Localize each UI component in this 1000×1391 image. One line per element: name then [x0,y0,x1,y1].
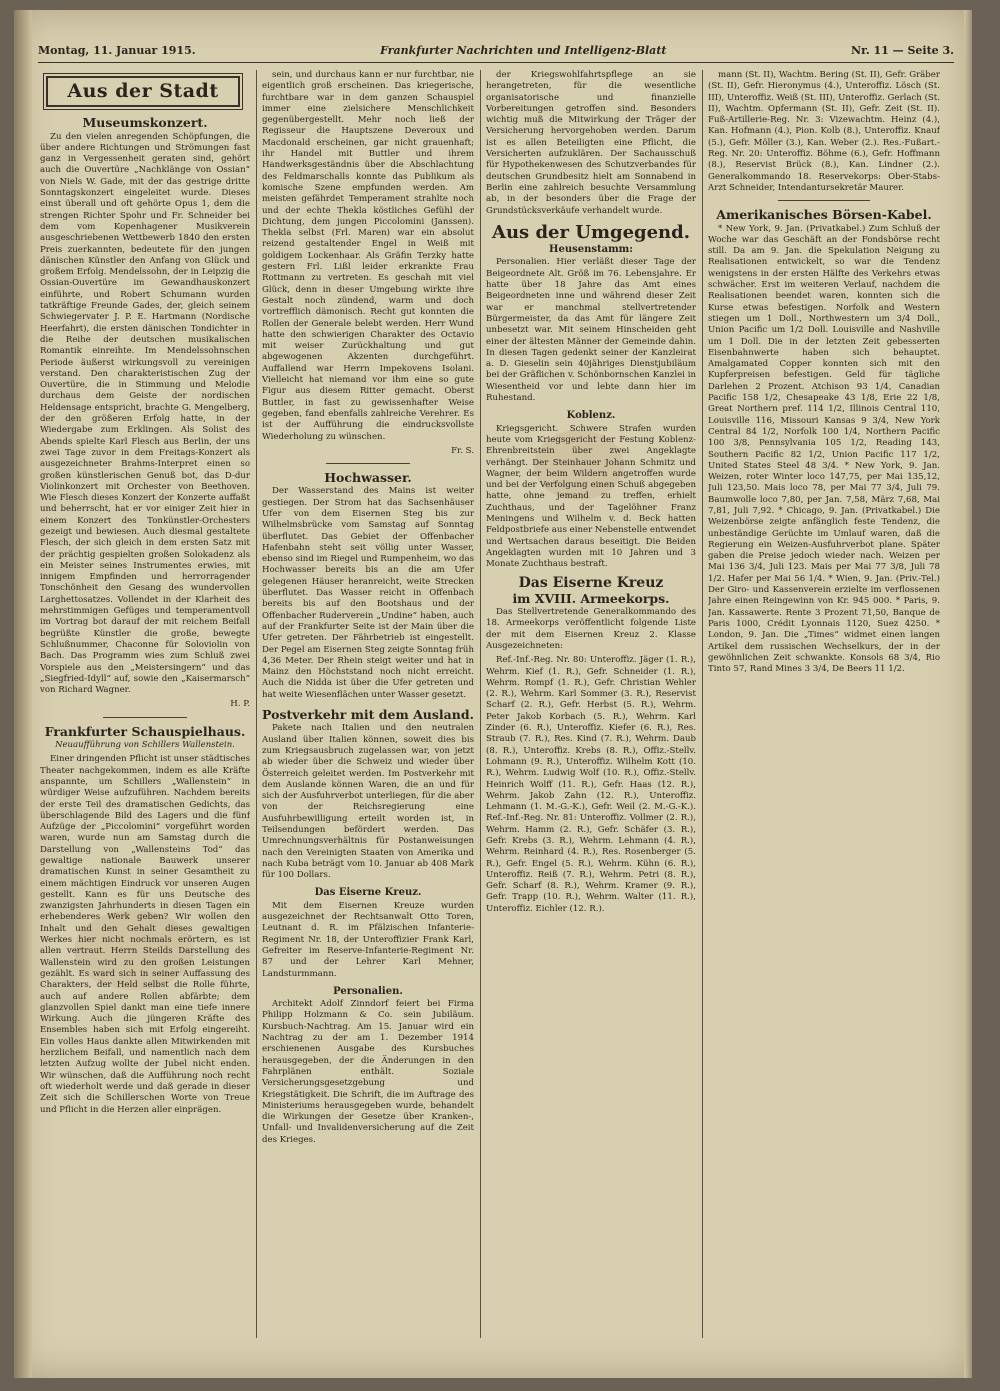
article-title-heusenstamm: Heusenstamm: [549,244,633,256]
masthead: Frankfurter Nachrichten und Intelligenz-Blatt [380,44,667,57]
decoration-list: Ref.-Inf.-Reg. Nr. 80: Unteroffiz. Jäger (1. R.), Wehrm. Kief (1. R.), Gefr. Schneider (1. R.), Wehrm. Rompf (1. R.), Gefr. Christian Wehler (2. R.), Wehrm. Karl Sommer (3. R.), Reservist Scharf (2. R.), Gefr. Herbst (5. R.), Wehrm. Peter Jakob Korbach (5. R.), Wehrm. Karl Zinder (6. R.), Unteroffiz. Kiefer (6. R.), Res. Straub (7. R.), Res. Kind (7. R.), Wehrm. Daub (8. R.), Unteroffiz. Krebs (8. R.), Offiz.-Stellv. Lohmann (9. R.), Unteroffiz. Wilhelm Kott (10. R.), Wehrm. Ludwig Wolf (10. R.), Offiz.-Stellv. Heinrich Wolff (11. R.), Gefr. Haas (12. R.), Wehrm. Jakob Zahn (12. R.), Unteroffiz. Lehmann (1. M.-G.-K.), Gefr. Weil (2. M.-G.-K.). Ref.-Inf.-Reg. Nr. 81: Unteroffiz. Vollmer (2. R.), Wehrm. Hamm (2. R.), Gefr. Schäfer (3. R.), Gefr. Krebs (3. R.), Wehrm. Lehmann (4. R.), Wehrm. Reinhard (4. R.), Res. Rosenberger (5. R.), Gefr. Engel (5. R.), Wehrm. Kühn (6. R.), Unteroffiz. Reiß (7. R.), Wehrm. Petri (8. R.), Gefr. Scharf (8. R.), Wehrm. Kramer (9. R.), Gefr. Trapp (10. R.), Wehrm. Walter (11. R.), Unteroffiz. Eichler (12. R.). [486,655,696,914]
decoration-list-cont: mann (St. II), Wachtm. Bering (St. II), Gefr. Gräber (St. II), Gefr. Hieronymus (4.), Unteroffiz. Lösch (St. III), Unteroffiz. Weiß (St. III), Unteroffiz. Gerlach (St. II), Wachtm. Opfermann (St. II), Gefr. Zeit (St. II). Fuß-Artillerie-Reg. Nr. 3: Vizewachtm. Heinz (4.), Kan. Hofmann (4.), Pion. Kolb (8.), Unteroffiz. Knauf (5.), Gefr. Möller (3.), Kan. Weber (2.). Res.-Fußart.-Reg. Nr. 20: Unteroffiz. Böhme (6.), Gefr. Hoffmann (8.), Reservist Brück (8.), Kan. Lindner (2.). Generalkommando 18. Reservekorps: Ober-Stabs-Arzt Schneider, Intendantursekretär Maurer. [708,70,940,193]
article-signature: Fr. S. [451,445,474,456]
divider [103,717,187,718]
section-title-stadt: Aus der Stadt [46,76,240,107]
article-body-theater: Einer dringenden Pflicht ist unser städtisches Theater nachgekommen, indem es alle Kräfte anspannte, um Schillers „Wallenstein“ in würdiger Weise aufzuführen. Nachdem bereits der erste Teil des dramatischen Gedichts, das überschlagende Bild des Lagers und die fünf Aufzüge der „Piccolomini“ vorgeführt worden waren, wurde nun am Samstag durch die Darstellung von „Wallensteins Tod“ das gewaltige nationale Bauwerk unserer dramatischen Kunst in seiner Gesamtheit zu einem mächtigen Eindruck vor unseren Augen gestellt. Kann es für uns Deutsche des zwanzigsten Jahrhunderts in diesen Tagen ein erhebenderes Werk geben? Wir wollen den Inhalt und den Gehalt dieses gewaltigen Werkes hier nicht nochmals erörtern, es ist allen vertraut. Herrn Steilds Darstellung des Wallenstein wird zu den großen Leistungen gezählt. Es ward sich in seiner Auffassung des Charakters, der Held selbst die Rolle führte, auch auf andere Rollen abfärbte; dem glanzvollen Spiel dankt man eine tiefe innere Wirkung. Auch die jüngeren Kräfte des Ensembles haben sich mit Erfolg eingereiht. Ein volles Haus dankte allen Mitwirkenden mit herzlichem Beifall, und namentlich nach dem letzten Aufzug wollte der Jubel nicht enden. Wir wünschen, daß die Aufführung noch recht oft wiederholt werde und daß gerade in dieser Zeit sich die Schillerschen Worte von Treue und Pflicht in die Herzen aller einprägen. [40,754,250,1115]
article-title-personal: Personalien. [333,985,403,997]
article-signature: H. P. [230,699,250,710]
article-body-heusenstamm: Personalien. Hier verläßt dieser Tage der Beigeordnete Alt. Größ im 76. Lebensjahre. Er hatte über 18 Jahre das Amt eines Beigeordneten inne und während dieser Zeit war er manchmal stellvertretender Bürgermeister, da das Amt für längere Zeit unbesetzt war. Mit seinem Hinscheiden geht einer der ältesten Männer der Gemeinde dahin. In diesen Tagen gedenkt seiner der Kanzleirat a. D. Gieselin sein 40jähriges Dienstjubiläum bei der Gräflichen v. Schönbornschen Kanzlei in Wiesentheid vor und lebte dann hier im Ruhestand. [486,257,696,404]
divider [326,463,411,464]
article-body-cable: * New York, 9. Jan. (Privatkabel.) Zum Schluß der Woche war das Geschäft an der Fondsbörse recht still. Da am 9. Jan. die Spekulation Neigung zu Realisationen entwickelt, so war die Tendenz wenigstens in der ersten Hälfte des Verkehrs etwas schwächer. Erst im weiteren Verlauf, nachdem die Realisationen beendet waren, konnten sich die Kurse etwas befestigen. Norfolk and Western stiegen um 1 Doll., Northwestern um 3/4 Doll., Union Pacific um 1/2 Doll. Louisville and Nashville um 1 Doll. Die in der letzten Zeit gebesserten Eisenbahnwerte haben sich behauptet. Amalgamated Copper konnten sich mit den Kupferpreisen befestigen. Geld für tägliche Darlehen 2 Prozent. Atchison 93 1/4, Canadian Pacific 158 1/2, Chesapeake 43 1/8, Erie 22 1/8, Great Northern pref. 114 1/2, Illinois Central 110, Louisville 116, Missouri Kansas 9 3/4, New York Central 84 1/2, Norfolk 100 1/4, Northern Pacific 100 3/8, Pennsylvania 105 1/2, Reading 143, Southern Pacific 82 1/2, Union Pacific 117 1/2, United States Steel 48 3/4. * New York, 9. Jan. Weizen, roter Winter loco 147,75, per Mai 135,12, Juli 123,50. Mais loco 78, per Mai 77 3/4, Juli 79. Baumwolle loco 7,80, per Jan. 7,58, März 7,68, Mai 7,81, Juli 7,92. * Chicago, 9. Jan. (Privatkabel.) Die Weizenbörse zeigte anfänglich feste Tendenz, die unbeständige Gerüchte im Umlauf waren, daß die Regierung ein Weizen-Ausfuhrverbot plane. Später gaben die Preise jedoch wieder nach. Weizen per Mai 136 3/4, Juli 123. Mais per Mai 77 3/8, Juli 78 1/2. Hafer per Mai 56 1/4. * Wien, 9. Jan. (Priv.-Tel.) Der Giro- und Kassenverein erzielte im verflossenen Jahre einen Reingewinn von Kr. 945 000. * Paris, 9. Jan. Kassawerte. Rente 3 Prozent 71,50, Banque de Paris 1000, Crédit Lyonnais 1120, Suez 4250. * London, 9. Jan. Die „Times“ widmet einen langen Artikel dem russischen Wechselkurs, der in der gewöhnlichen Zeit schwankte. Konsols 68 3/4, Rio Tinto 57, Rand Mines 3 3/4, De Beers 11 1/2. [708,223,940,675]
article-title-koblenz: Koblenz. [566,410,616,422]
newspaper-page [14,10,972,1378]
section-title-umgegend: Aus der Umgegend. [492,221,690,243]
page-header [38,44,954,63]
article-body-mail: Pakete nach Italien und den neutralen Ausland über Italien können, soweit dies bis zum Kriegsausbruch zugelassen war, von jetzt ab wieder über die Schweiz und wieder über Österreich geleitet werden. Im Postverkehr mit dem Auslande können Waren, die an und für sich der Ausfuhrverbot unterliegen, für die aber von der Reichsregierung eine Ausfuhrbewilligung erteilt worden ist, in Teilsendungen befördert werden. Das Umrechnungsverhältnis für Postanweisungen nach den Vereinigten Staaten von Amerika und nach Kuba beträgt vom 10. Januar ab 408 Mark für 100 Dollars. [262,723,474,881]
binding-spine [14,10,32,1378]
article-body-flood: Der Wasserstand des Mains ist weiter gestiegen. Der Strom hat das Sachsenhäuser Ufer von dem Eisernen Steg bis zur Wilhelmsbrücke vom Samstag auf Sonntag überflutet. Das Gebiet der Offenbacher Hafenbahn steht seit völlig unter Wasser, ebenso sind im Riegel und Rumpenheim, wo das Hochwasser bereits bis an die am Ufer gelegenen Häuser heranreicht, weite Strecken überflutet. Das Wasser reicht in Offenbach bereits bis auf den Bootshaus und der Offenbacher Ruderverein „Undine“ haben, auch auf der Frankfurter Seite ist der Main über die Ufer getreten. Der Fährbetrieb ist eingestellt. Der Pegel am Eisernen Steg zeigte Sonntag früh 4,36 Meter. Der Rhein steigt weiter und hat in Mainz den Höchststand noch nicht erreicht. Auch die Nidda ist über die Ufer getreten und hat weite Wiesenflächen unter Wasser gesetzt. [262,486,474,700]
column-4 [708,70,940,1338]
article-body-personal: Architekt Adolf Zinndorf feiert bei Firma Philipp Holzmann & Co. sein Jubiläum. Kursbuch-Nachtrag. Am 15. Januar wird ein Nachtrag zu der am 1. Dezember 1914 erschienenen Ausgabe des Kursbuches herausgegeben, der die Änderungen in den Fahrplänen enthält. Soziale Versicherungsgesetzgebung und Kriegstätigkeit. Die Schrift, die im Auftrage des Ministeriums herausgegeben wurde, behandelt die Wirkungen der Gesetze über Kranken-, Unfall- und Invalidenversicherung auf die Zeit des Krieges. [262,999,474,1145]
article-title-cross-list: Das Eiserne Kreuz [518,575,664,592]
article-intro-cross-list: Das Stellvertretende Generalkommando des 18. Armeekorps veröffentlicht folgende Liste der mit dem Eisernen Kreuz 2. Klasse Ausgezeichneten: [486,607,696,651]
article-title-museum: Museumskonzert. [82,115,208,131]
header-date: Montag, 11. Januar 1915. [38,44,196,57]
article-title-theater: Frankfurter Schauspielhaus. [44,723,246,739]
column-rule [480,70,481,1338]
article-body-top: der Kriegswohlfahrtspflege an sie herangetreten, für die wesentliche organisatorische und finanzielle Vorbereitungen getroffen sind. Besonders wichtig muß die Mitwirkung der Träger der Versicherung hervorgehoben werden. Darum ist es allen Beteiligten eine Pflicht, die Versicherten aufzuklären. Der Sachausschuß für Hypothekenwesen des Schutzverbandes für deutschen Grundbesitz hielt am Sonnabend in Berlin eine zahlreich besuchte Versammlung ab, in der besonders über die Frage der Grundstücksverkäufe verhandelt wurde. [486,70,696,216]
article-subtitle-theater: Neuaufführung von Schillers Wallenstein. [55,740,235,751]
column-rule [702,70,703,1338]
article-title-mail: Postverkehr mit dem Ausland. [262,707,474,723]
column-1 [40,70,250,1338]
column-2 [262,70,474,1338]
column-rule [256,70,257,1338]
page-edge [964,10,972,1378]
article-subtitle-cross-list: im XVIII. Armeekorps. [512,590,670,606]
article-body-museum: Zu den vielen anregenden Schöpfungen, die über andere Richtungen und Strömungen fast ganz in Vergessenheit geraten sind, gehört auch die Ouvertüre „Nachklänge von Ossian“ von Niels W. Gade, mit der das gestrige dritte Sonntagskonzert eingeleitet wurde. Dieses einst überall und oft gehörte Opus 1, dem die strengen Richter Spohr und Fr. Schneider bei dem vom Kopenhagener Musikverein ausgeschriebenen Wettbewerb 1840 den ersten Preis zuerkannten, bedeutete für den jungen dänischen Künstler den Anfang von Glück und großem Erfolg. Mendelssohn, der in Leipzig die Ossian-Ouvertüre im Gewandhauskonzert einführte, und Robert Schumann wurden tatkräftige Freunde Gades, der, gleich seinem Schwiegervater J. P. E. Hartmann (Nordische Heerfahrt), die ersten dänischen Tondichter in die Reihe der deutschen musikalischen Romantik einreihte. Im Mendelssohnschen Periode äußerst wirkungsvoll zu vereinigen verstand. Den charakteristischen Zug der Ouvertüre, die in Stimmung und Melodie durchaus dem Geiste der nordischen Heldensage entspricht, brachte G. Mengelberg, der den größeren Erfolg hatte, in der Wiedergabe zum Erklingen. Als Solist des Abends spielte Karl Flesch aus Berlin, der uns zwei Tage zuvor in dem Freitags-Konzert als ausgezeichneter Brahms-Interpret einen so großen künstlerischen Genuß bot, das D-dur Violinkonzert mit Orchester von Beethoven. Wie Flesch dieses Konzert der Konzerte auffaßt und beherrscht, hat er vor einiger Zeit hier in einem Konzert des Tonkünstler-Orchesters gezeigt und bewiesen. Auch diesmal gestaltete Flesch, der sich gleich in dem ersten Satz mit der prächtig gespielten großen Solokadenz als ein Meister seines Instrumentes erwies, mit innigem Empfinden und herrorragender Tonschönheit den Gesang des wundervollen Larghettosatzes. Vollendet in der Klarheit des mehrstimmigen Gefüges und temperamentvoll im Vortrag bot darauf der mit reichem Beifall begrüßte Künstler die große, bewegte Schlußnummer, Chaconne für Soloviolin von Bach. Das Programm wies zum Schluß zwei Vorspiele aus den „Meistersingern“ und das „Siegfried-Idyll“ auf, sowie den „Kaisermarsch“ von Richard Wagner. [40,131,250,696]
article-body-theater-cont: sein, und durchaus kann er nur furchtbar, nie eigentlich groß erscheinen. Das kriegerische, furchtbare war in dem ganzen Schauspiel immer eine zielsichere Menschlichkeit gegenübergestellt. Mehr noch ließ der Regisseur die Hauptszene Deveroux und Macdonald erscheinen, gar nicht grauenhaft; ihr Handel mit Buttler und ihrem Handwerksgeständnis über die Abschlachtung des Feldmarschalls konnte das Publikum als komische Szene empfunden werden. Am meisten gefährdet Temperament strahlte noch und der echte Thekla köstliches Gefühl der Dichtung, dem jungen Piccolomini (Janssen). Thekla selbst (Frl. Maren) war ein absolut reizend gestaltender Engel in Weiß mit goldigem Lockenhaar. Als Gräfin Terzky hatte gestern Frl. Lißl leider erkrankte Frau Rottmann zu vertreten. Es geschah mit viel Glück, denn in dieser Umgebung wirkte ihre Gestalt noch zündend, warm und doch vortrefflich dämonisch. Recht gut konnten die Rollen der Generale belebt werden. Herr Wund hatte den schwierigen Charakter des Octavio mit weiser Zurückhaltung und gut abgewogenen Akzenten durchgeführt. Auffallend war Herrn Impekovens Isolani. Vielleicht hat niemand vor ihm eine so gute Figur aus diesem Ritter gemacht. Oberst Buttler, in fast zu gewissenhafter Weise gegeben, fand ebenfalls zahlreiche Verehrer. Es ist der Aufführung die eindrucksvollste Wiederholung zu wünschen. [262,70,474,442]
divider [778,200,871,201]
article-body-koblenz: Kriegsgericht. Schwere Strafen wurden heute vom Kriegsgericht der Festung Koblenz-Ehrenbreitstein über zwei Angeklagte verhängt. Der Steinhauer Johann Schmitz und Wagner, der beim Wildern angetroffen wurde und bei der Verfolgung einen Schuß abgegeben hatte, ohne jemand zu treffen, erhielt Zuchthaus, und der Tagelöhner Franz Meningens und Wilhelm v. d. Beck hatten Feldpostbriefe aus einer Nebenstelle entwendet und Wertsachen daraus beseitigt. Die Beiden Angeklagten wurden mit 10 Jahren und 3 Monate Zuchthaus bestraft. [486,423,696,570]
article-body-cross: Mit dem Eisernen Kreuze wurden ausgezeichnet der Rechtsanwalt Otto Toren, Leutnant d. R. im Pfälzischen Infanterie-Regiment Nr. 18, der Unteroffizier Frank Karl, Gefreiter im Reserve-Infanterie-Regiment Nr. 87 und der Lehrer Karl Mehner, Landsturmmann. [262,900,474,979]
article-title-flood: Hochwasser. [324,470,412,486]
page-number: Nr. 11 — Seite 3. [851,44,954,57]
article-title-cable: Amerikanisches Börsen-Kabel. [716,207,932,223]
column-3 [486,70,696,1338]
article-title-cross: Das Eiserne Kreuz. [314,887,422,899]
